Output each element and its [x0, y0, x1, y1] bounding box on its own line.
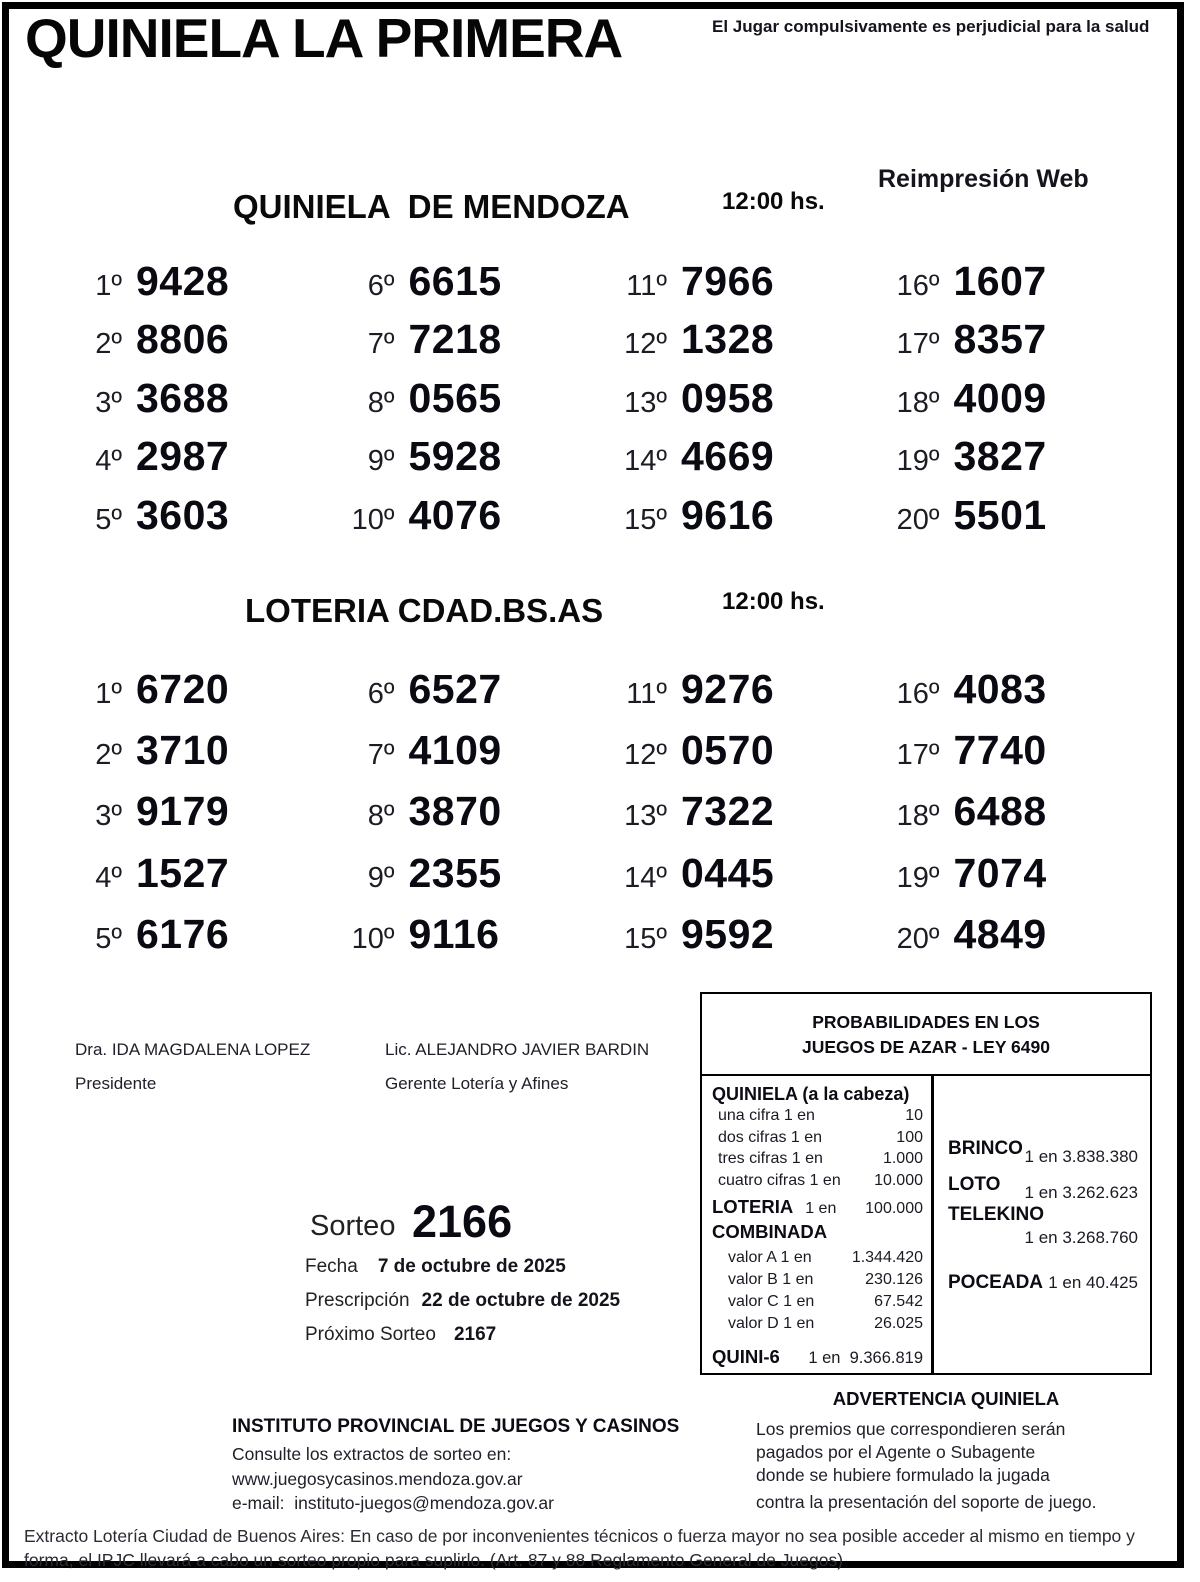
odds-value: 10.000 — [874, 1171, 923, 1189]
result-cell — [333, 850, 606, 911]
result-position: 12º — [624, 328, 667, 361]
probabilities-title-line2: JUEGOS DE AZAR - LEY 6490 — [802, 1037, 1050, 1057]
result-cell — [878, 666, 1151, 727]
sorteo-label: Sorteo — [310, 1210, 396, 1242]
advertencia-lines — [722, 1418, 1170, 1514]
probabilities-box — [700, 992, 1152, 1375]
odds-value: 67.542 — [874, 1293, 923, 1310]
result-number: 1328 — [681, 316, 775, 363]
odds-row — [712, 1170, 923, 1192]
result-number: 8806 — [136, 316, 230, 363]
result-number: 6720 — [136, 666, 230, 712]
quini6-value: 1 en 9.366.819 — [808, 1349, 923, 1367]
result-number: 6527 — [408, 666, 502, 712]
prescripcion-label: Prescripción — [305, 1290, 410, 1311]
result-position: 3º — [95, 800, 122, 833]
result-position: 10º — [351, 922, 395, 955]
signature-president — [75, 1040, 310, 1094]
result-cell — [878, 375, 1151, 433]
result-position: 15º — [624, 503, 667, 536]
result-number: 4009 — [953, 374, 1047, 421]
result-cell — [60, 911, 333, 972]
footer-line-1: Extracto Lotería Ciudad de Buenos Aires: En caso de por inconvenientes técnicos o fuerza mayor no sea posible acceder al mismo en tiempo y — [24, 1526, 1135, 1546]
odds-label: valor A 1 en — [728, 1249, 812, 1266]
result-number: 2987 — [136, 433, 230, 480]
result-position: 8º — [367, 386, 395, 419]
signature-name: Lic. ALEJANDRO JAVIER BARDIN — [385, 1040, 650, 1059]
game-odds-row — [948, 1272, 1138, 1294]
probabilities-body — [702, 1076, 1150, 1373]
reimpresion-web-label: Reimpresión Web — [878, 165, 1089, 193]
result-cell — [878, 433, 1151, 491]
section-time-mendoza: 12:00 hs. — [722, 188, 825, 215]
result-position: 5º — [95, 503, 122, 536]
result-number: 3688 — [136, 374, 230, 421]
result-number: 6176 — [136, 910, 230, 957]
result-number: 7218 — [408, 316, 502, 363]
result-cell — [333, 727, 606, 788]
proximo-sorteo-label: Próximo Sorteo — [305, 1324, 436, 1345]
result-cell — [878, 911, 1151, 972]
prescripcion-row — [305, 1290, 620, 1312]
odds-row — [712, 1105, 923, 1127]
result-number: 3710 — [136, 727, 230, 774]
footer-legal-text — [24, 1524, 1169, 1572]
result-cell — [333, 258, 606, 316]
result-number: 2355 — [408, 849, 502, 896]
result-cell — [605, 911, 878, 972]
quiniela-odds-rows — [712, 1105, 923, 1191]
result-cell — [333, 788, 606, 849]
game-name: BRINCO — [948, 1138, 1023, 1159]
result-position: 5º — [95, 922, 122, 955]
fecha-row — [305, 1256, 566, 1278]
advertencia-line: donde se hubiere formulado la jugada — [756, 1465, 1050, 1485]
sorteo-number: 2166 — [412, 1196, 513, 1247]
result-number: 6615 — [408, 258, 502, 304]
result-cell — [878, 727, 1151, 788]
result-position: 3º — [95, 386, 122, 419]
result-number: 7740 — [953, 727, 1047, 774]
game-odds-value: 1 en 3.262.623 — [1024, 1183, 1138, 1202]
fecha-label: Fecha — [305, 1256, 358, 1277]
result-position: 14º — [624, 445, 667, 478]
proximo-sorteo-value: 2167 — [453, 1324, 497, 1345]
result-number: 7966 — [681, 258, 775, 304]
odds-row — [712, 1127, 923, 1149]
instituto-website: www.juegosycasinos.mendoza.gov.ar — [232, 1468, 523, 1489]
result-number: 4109 — [408, 727, 502, 774]
result-number: 9116 — [408, 910, 500, 957]
quini6-odds-row — [712, 1346, 923, 1368]
result-position: 17º — [896, 739, 940, 772]
result-position: 8º — [367, 800, 395, 833]
result-cell — [333, 666, 606, 727]
result-number: 9276 — [681, 666, 775, 712]
game-odds-value: 1 en 3.838.380 — [1024, 1147, 1138, 1166]
result-cell — [333, 911, 606, 972]
odds-row — [712, 1313, 923, 1335]
result-cell — [878, 316, 1151, 374]
game-name: TELEKINO — [948, 1204, 1045, 1225]
result-position: 17º — [896, 328, 940, 361]
odds-row — [712, 1148, 923, 1170]
result-number: 0570 — [681, 727, 775, 774]
odds-value: 100 — [896, 1128, 923, 1146]
game-odds-value: 1 en 40.425 — [1048, 1273, 1138, 1292]
game-name: POCEADA — [948, 1272, 1044, 1293]
result-number: 9592 — [681, 910, 775, 957]
fecha-value: 7 de octubre de 2025 — [377, 1256, 566, 1277]
result-cell — [333, 433, 606, 491]
game-odds-value: 1 en 3.268.760 — [1024, 1228, 1138, 1247]
result-cell — [878, 850, 1151, 911]
result-position: 6º — [367, 678, 395, 710]
proximo-sorteo-row — [305, 1324, 496, 1346]
result-position: 15º — [624, 922, 667, 955]
result-cell — [60, 850, 333, 911]
result-number: 4083 — [953, 666, 1047, 712]
instituto-block — [232, 1416, 679, 1516]
result-cell — [605, 727, 878, 788]
result-position: 13º — [624, 386, 667, 419]
footer-line-2: forma, el IPJC llevará a cabo un sorteo propio para suplirlo. (Art. 87 y 88 Reglamento General de Juegos) — [24, 1550, 844, 1570]
instituto-name: INSTITUTO PROVINCIAL DE JUEGOS Y CASINOS — [232, 1416, 680, 1437]
section-title-bsas: LOTERIA CDAD.BS.AS — [245, 592, 604, 629]
result-number: 1527 — [136, 849, 230, 896]
instituto-email: e-mail: instituto-juegos@mendoza.gov.ar — [232, 1493, 554, 1513]
result-position: 11º — [626, 270, 667, 302]
odds-value: 1.344.420 — [851, 1249, 923, 1266]
result-cell — [60, 666, 333, 727]
result-position: 20º — [896, 922, 940, 955]
section-time-bsas: 12:00 hs. — [722, 588, 825, 615]
result-number: 8357 — [953, 316, 1047, 363]
result-cell — [60, 433, 333, 491]
loteria-odds-row — [712, 1196, 923, 1218]
result-cell — [60, 258, 333, 316]
result-number: 0958 — [681, 374, 775, 421]
health-warning: El Jugar compulsivamente es perjudicial para la salud — [712, 17, 1150, 36]
results-grid-mendoza — [60, 258, 1150, 550]
combinada-odds-rows — [712, 1247, 923, 1335]
result-cell — [605, 316, 878, 374]
result-position: 1º — [95, 678, 122, 710]
advertencia-title: ADVERTENCIA QUINIELA — [832, 1388, 1060, 1409]
instituto-consulte: Consulte los extractos de sorteo en: — [232, 1444, 512, 1464]
odds-label: una cifra 1 en — [718, 1107, 815, 1124]
result-position: 13º — [624, 800, 667, 833]
loteria-label: LOTERIA — [712, 1196, 794, 1217]
result-position: 9º — [367, 445, 395, 478]
result-position: 14º — [624, 861, 667, 894]
result-number: 6488 — [953, 788, 1047, 835]
result-number: 9428 — [136, 258, 230, 304]
odds-label: valor D 1 en — [728, 1315, 815, 1332]
result-number: 3870 — [408, 788, 502, 835]
result-cell — [605, 492, 878, 550]
result-position: 2º — [95, 739, 122, 772]
odds-row — [712, 1247, 923, 1269]
result-position: 1º — [95, 270, 122, 302]
result-position: 12º — [624, 739, 667, 772]
result-position: 16º — [896, 270, 940, 302]
section-title-mendoza: QUINIELA DE MENDOZA — [233, 188, 630, 225]
result-cell — [605, 666, 878, 727]
loteria-mid: 1 en — [805, 1200, 837, 1217]
prescripcion-value: 22 de octubre de 2025 — [421, 1290, 621, 1311]
result-cell — [878, 492, 1151, 550]
advertencia-line: Los premios que correspondieren serán — [756, 1419, 1066, 1439]
result-cell — [333, 316, 606, 374]
page-title: QUINIELA LA PRIMERA — [25, 7, 623, 69]
result-number: 0565 — [408, 374, 502, 421]
result-position: 4º — [95, 861, 122, 894]
result-cell — [60, 788, 333, 849]
odds-label: valor B 1 en — [728, 1271, 814, 1288]
result-position: 19º — [896, 861, 940, 894]
result-position: 20º — [896, 503, 940, 536]
odds-row — [712, 1291, 923, 1313]
result-position: 7º — [367, 328, 395, 361]
result-position: 10º — [351, 503, 395, 536]
quini6-label: QUINI-6 — [712, 1346, 780, 1367]
result-position: 7º — [367, 739, 395, 772]
game-odds-row — [948, 1174, 1138, 1202]
game-name: LOTO — [948, 1174, 1001, 1195]
result-position: 19º — [896, 445, 940, 478]
odds-value: 10 — [905, 1107, 923, 1124]
game-odds-row — [948, 1138, 1138, 1166]
odds-label: tres cifras 1 en — [718, 1150, 823, 1167]
result-number: 0445 — [681, 849, 775, 896]
result-cell — [60, 375, 333, 433]
result-number: 1607 — [953, 258, 1047, 304]
result-position: 2º — [95, 328, 122, 361]
result-cell — [605, 850, 878, 911]
odds-value: 230.126 — [865, 1271, 923, 1288]
result-number: 4849 — [953, 910, 1047, 957]
result-cell — [605, 258, 878, 316]
result-number: 3827 — [953, 433, 1047, 480]
result-cell — [333, 375, 606, 433]
result-number: 7322 — [681, 788, 775, 835]
odds-value: 26.025 — [874, 1315, 923, 1332]
result-cell — [605, 788, 878, 849]
signature-role: Gerente Lotería y Afines — [385, 1074, 569, 1093]
signature-name: Dra. IDA MAGDALENA LOPEZ — [75, 1040, 311, 1059]
result-number: 7074 — [953, 849, 1047, 896]
result-number: 9616 — [681, 491, 775, 538]
result-number: 4669 — [681, 433, 775, 480]
game-odds-row — [948, 1204, 1138, 1248]
result-number: 9179 — [136, 788, 230, 835]
combinada-header: COMBINADA — [712, 1221, 828, 1242]
results-grid-bsas — [60, 666, 1150, 972]
result-number: 5928 — [408, 433, 502, 480]
result-cell — [60, 727, 333, 788]
result-cell — [605, 375, 878, 433]
result-position: 18º — [896, 800, 940, 833]
result-cell — [605, 433, 878, 491]
result-cell — [333, 492, 606, 550]
result-position: 6º — [367, 270, 395, 302]
result-number: 4076 — [408, 491, 502, 538]
odds-row — [712, 1269, 923, 1291]
result-position: 18º — [896, 386, 940, 419]
odds-label: valor C 1 en — [728, 1293, 815, 1310]
advertencia-block — [722, 1388, 1170, 1514]
odds-value: 1.000 — [882, 1150, 923, 1167]
result-cell — [878, 788, 1151, 849]
result-cell — [878, 258, 1151, 316]
result-cell — [60, 492, 333, 550]
result-position: 11º — [626, 678, 667, 710]
result-position: 4º — [95, 445, 122, 478]
result-position: 16º — [896, 678, 940, 710]
result-position: 9º — [367, 861, 395, 894]
loteria-value: 100.000 — [865, 1200, 923, 1217]
odds-label: cuatro cifras 1 en — [718, 1171, 841, 1189]
probabilities-title — [702, 994, 1150, 1076]
probabilities-right-column — [934, 1076, 1150, 1373]
probabilities-title-line1: PROBABILIDADES EN LOS — [812, 1012, 1040, 1032]
quiniela-header: QUINIELA (a la cabeza) — [712, 1084, 910, 1104]
probabilities-left-column — [702, 1076, 934, 1373]
result-cell — [60, 316, 333, 374]
advertencia-line: contra la presentación del soporte de juego. — [756, 1492, 1097, 1512]
signature-role: Presidente — [75, 1074, 157, 1093]
odds-label: dos cifras 1 en — [718, 1128, 823, 1146]
result-number: 3603 — [136, 491, 230, 538]
result-number: 5501 — [953, 491, 1047, 538]
advertencia-line: pagados por el Agente o Subagente — [756, 1442, 1036, 1462]
signature-manager — [385, 1040, 649, 1094]
